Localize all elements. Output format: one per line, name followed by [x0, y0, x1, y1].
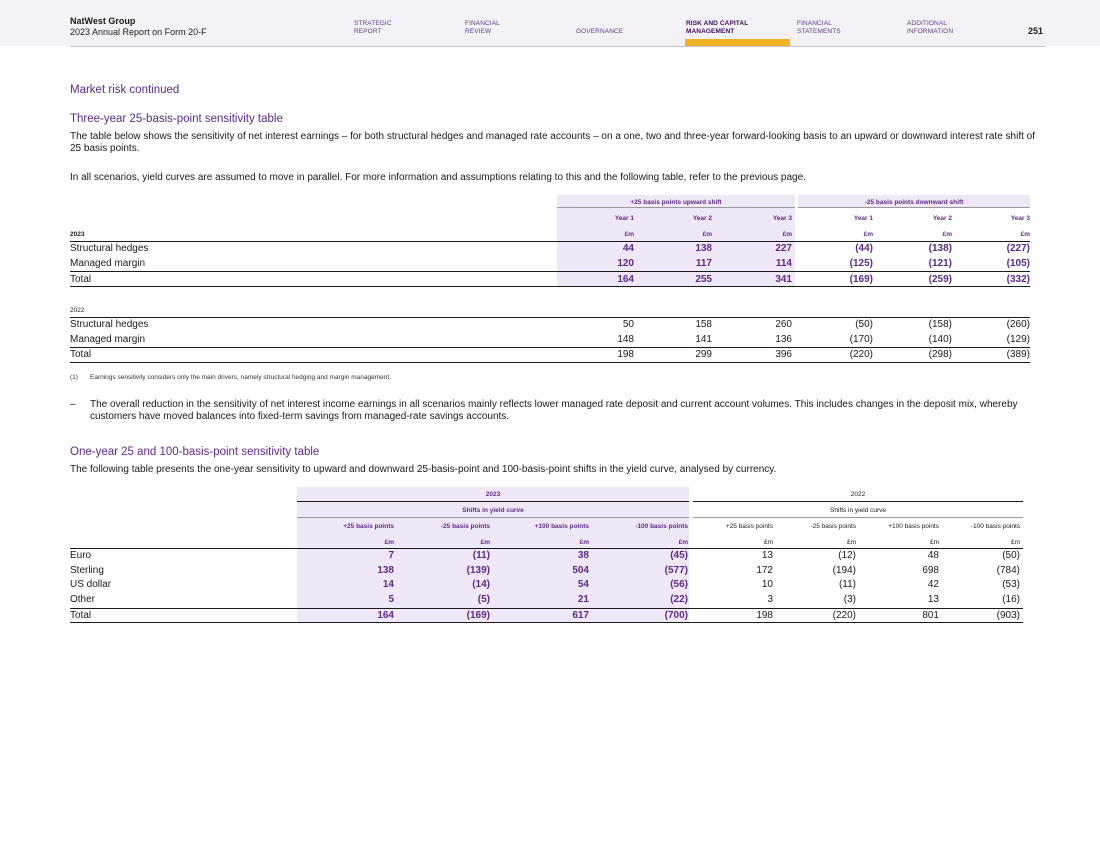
table1-group-rule — [798, 207, 1030, 208]
table1-col-unit: £m — [863, 231, 873, 238]
table1-year-2022: 2022 — [70, 307, 85, 314]
table-cell-value: (332) — [1006, 274, 1030, 285]
page-number: 251 — [1028, 26, 1044, 36]
table1-2022-total-rule — [70, 347, 1030, 348]
table-cell-value: 13 — [761, 550, 773, 561]
nav-financial-statements[interactable] — [797, 20, 841, 35]
table-cell-value: (5) — [477, 594, 490, 605]
table-cell-value: (139) — [466, 565, 490, 576]
table-row-label: Total — [70, 274, 92, 285]
table1-footnote — [70, 374, 391, 381]
table2-year-rule — [693, 501, 1023, 502]
table-cell-value: 504 — [572, 565, 589, 576]
table2-col-header: +25 basis points — [343, 523, 394, 530]
section-heading: Market risk continued — [70, 84, 180, 96]
table2-col-header: +100 basis points — [888, 523, 939, 530]
table-cell-value: 114 — [775, 258, 792, 269]
table2-title: One-year 25 and 100-basis-point sensitivity table — [70, 446, 320, 458]
table-cell-value: (105) — [1006, 258, 1030, 269]
table2-col-unit: £m — [846, 539, 856, 546]
table-cell-value: 7 — [388, 550, 394, 561]
table-cell-value: 164 — [617, 274, 634, 285]
table-cell-value: 54 — [577, 579, 589, 590]
table1-group-rule — [557, 207, 795, 208]
table-cell-value: (169) — [849, 274, 873, 285]
table2-intro: The following table presents the one-year sensitivity to upward and downward 25-basis-point and 100-basis-point shifts in the yield curve, analysed by currency. — [70, 464, 777, 475]
table-cell-value: 227 — [775, 243, 792, 254]
table-cell-value: (194) — [832, 565, 856, 576]
table2-total-rule — [70, 608, 1023, 609]
table1-note: In all scenarios, yield curves are assumed to move in parallel. For more information and assumptions relating to this and the following table, refer to the previous page. — [70, 172, 806, 183]
table-cell-value: (44) — [855, 243, 873, 254]
table-cell-value: 801 — [922, 610, 939, 621]
nav-additional-information[interactable] — [907, 20, 953, 35]
table-cell-value: (784) — [996, 565, 1020, 576]
table-row-label: US dollar — [70, 579, 112, 590]
table-row-label: Total — [70, 610, 92, 621]
table1-col-unit: £m — [624, 231, 634, 238]
nav-line: GOVERNANCE — [576, 27, 624, 35]
table2-col-header: -25 basis points — [810, 523, 856, 530]
table-cell-value: 198 — [756, 610, 773, 621]
table1-col-unit: £m — [782, 231, 792, 238]
table-cell-value: (53) — [1002, 579, 1020, 590]
table-cell-value: 141 — [695, 334, 712, 345]
table1-header-rule — [70, 241, 1030, 242]
nav-line: STATEMENTS — [797, 27, 841, 35]
table-cell-value: (50) — [1002, 550, 1020, 561]
table-row-label: Other — [70, 594, 96, 605]
table2-col-header: -100 basis points — [970, 523, 1020, 530]
active-nav-indicator — [685, 39, 790, 46]
table-cell-value: 341 — [775, 274, 792, 285]
table-row-label: Structural hedges — [70, 243, 149, 254]
table1-col-year: Year 1 — [614, 215, 634, 222]
bullet-text: The overall reduction in the sensitivity of net interest income earnings in all scenarios mainly reflects lower managed rate deposit and current account volumes. This includes changes in the deposit mix, whereby customers have moved balances into fixed-term savings from managed-rate savings accounts. — [90, 399, 1018, 422]
table-cell-value: (298) — [928, 349, 952, 360]
table-cell-value: (140) — [928, 334, 952, 345]
nav-strategic-report[interactable] — [354, 20, 392, 35]
table-cell-value: (121) — [928, 258, 952, 269]
table-cell-value: (158) — [928, 319, 952, 330]
table2-header-rule — [70, 548, 1023, 549]
table-cell-value: 117 — [695, 258, 712, 269]
nav-line: ADDITIONAL — [907, 20, 948, 27]
table-cell-value: (56) — [670, 579, 688, 590]
table-row-label: Managed margin — [70, 258, 146, 269]
table-cell-value: (170) — [849, 334, 873, 345]
table-cell-value: (138) — [928, 243, 952, 254]
table2-year-2023: 2023 — [485, 491, 501, 498]
table2-year-rule — [297, 501, 689, 502]
table-row-label: Total — [70, 349, 92, 360]
nav-line: FINANCIAL — [465, 20, 500, 27]
table-cell-value: 38 — [577, 550, 589, 561]
table-cell-value: 10 — [761, 579, 773, 590]
table2-col-unit: £m — [579, 539, 589, 546]
table2-shifts-2023: Shifts in yield curve — [462, 507, 524, 514]
table-cell-value: (260) — [1006, 319, 1030, 330]
table-row-label: Managed margin — [70, 334, 146, 345]
table1-col-unit: £m — [702, 231, 712, 238]
table1-total-rule — [70, 271, 1030, 272]
table1-col-unit: £m — [942, 231, 952, 238]
table-cell-value: (389) — [1006, 349, 1030, 360]
table-cell-value: 172 — [756, 565, 773, 576]
table1-year-2023: 2023 — [70, 231, 85, 238]
table-cell-value: (50) — [855, 319, 873, 330]
table-cell-value: 120 — [617, 258, 634, 269]
table-cell-value: (11) — [472, 550, 490, 561]
bullet-dash: – — [70, 399, 76, 410]
table-row-label: Structural hedges — [70, 319, 149, 330]
table-cell-value: (220) — [849, 349, 873, 360]
nav-line: INFORMATION — [907, 27, 954, 35]
table-cell-value: 617 — [572, 610, 589, 621]
table-cell-value: 14 — [382, 579, 394, 590]
table-cell-value: 164 — [377, 610, 394, 621]
table-cell-value: 698 — [922, 565, 939, 576]
table-cell-value: 396 — [775, 349, 792, 360]
footnote-number: (1) — [70, 374, 78, 381]
nav-line: FINANCIAL — [797, 20, 832, 27]
nav-line: MANAGEMENT — [686, 27, 735, 35]
table-cell-value: 3 — [767, 594, 773, 605]
nav-financial-review[interactable] — [465, 20, 500, 35]
table-cell-value: (227) — [1006, 243, 1030, 254]
table2-col-header: -25 basis points — [440, 523, 490, 530]
table-cell-value: (903) — [996, 610, 1020, 621]
table2-bottom-rule — [70, 622, 1023, 623]
table-cell-value: 260 — [775, 319, 792, 330]
table-cell-value: 138 — [377, 565, 394, 576]
nav-governance[interactable] — [576, 28, 623, 36]
table-cell-value: (22) — [670, 594, 688, 605]
table1-group-up: +25 basis points upward shift — [630, 199, 722, 206]
table-cell-value: 158 — [695, 319, 712, 330]
table-cell-value: (45) — [670, 550, 688, 561]
table1-group-down: -25 basis points downward shift — [864, 199, 964, 206]
table-cell-value: (220) — [832, 610, 856, 621]
table-cell-value: (16) — [1002, 594, 1020, 605]
table1-col-year: Year 1 — [853, 215, 873, 222]
table1-col-unit: £m — [1020, 231, 1030, 238]
report-subtitle: 2023 Annual Report on Form 20-F — [70, 27, 207, 37]
company-name: NatWest Group — [70, 16, 136, 26]
table-cell-value: (14) — [472, 579, 490, 590]
table-cell-value: (129) — [1006, 334, 1030, 345]
table2-col-unit: £m — [480, 539, 490, 546]
table2-col-header: +100 basis points — [534, 523, 589, 530]
table-cell-value: (125) — [849, 258, 873, 269]
table-cell-value: (12) — [838, 550, 856, 561]
table1-col-year: Year 3 — [772, 215, 792, 222]
table-cell-value: 21 — [577, 594, 589, 605]
table-cell-value: 13 — [927, 594, 939, 605]
table-cell-value: (700) — [664, 610, 688, 621]
table2-col-unit: £m — [384, 539, 394, 546]
nav-line: STRATEGIC — [354, 20, 392, 27]
table2-shifts-rule — [693, 517, 1023, 518]
table2-col-header: +25 basis points — [725, 523, 773, 530]
table-cell-value: (259) — [928, 274, 952, 285]
header-divider — [70, 46, 1045, 47]
table-cell-value: 44 — [622, 243, 634, 254]
table1-2022-bottom-rule — [70, 362, 1030, 363]
table2-shifts-rule — [297, 517, 689, 518]
table1-bottom-rule — [70, 286, 1030, 287]
table-cell-value: 136 — [775, 334, 792, 345]
footnote-text: Earnings sensitivity considers only the main drivers, namely structural hedging and margin management. — [90, 374, 391, 381]
table-cell-value: 148 — [617, 334, 634, 345]
table2-shifts-2022: Shifts in yield curve — [830, 507, 886, 514]
table-cell-value: 5 — [388, 594, 394, 605]
table1-col-year: Year 3 — [1010, 215, 1030, 222]
brand — [70, 16, 207, 38]
table-cell-value: 50 — [622, 319, 634, 330]
table1-col-year: Year 2 — [692, 215, 712, 222]
nav-line: REPORT — [354, 27, 382, 35]
table-row-label: Euro — [70, 550, 92, 561]
table-cell-value: (11) — [838, 579, 856, 590]
table-cell-value: 299 — [695, 349, 712, 360]
table-cell-value: 255 — [695, 274, 712, 285]
table1-col-year: Year 2 — [932, 215, 952, 222]
nav-line: RISK AND CAPITAL — [686, 20, 749, 27]
table2-year-2022: 2022 — [850, 491, 866, 498]
table2-col-header: -100 basis points — [635, 523, 688, 530]
table2-col-unit: £m — [763, 539, 773, 546]
table1-intro: The table below shows the sensitivity of net interest earnings – for both structural hedges and managed rate accounts – on a one, two and three-year forward-looking basis to an upward or downward interest rate shift of 25 basis points. — [70, 131, 1035, 154]
table1-2022-rule — [70, 317, 1030, 318]
table2-col-unit: £m — [929, 539, 939, 546]
table-cell-value: 42 — [927, 579, 939, 590]
nav-risk-capital-management[interactable] — [686, 20, 748, 35]
table-cell-value: (577) — [664, 565, 688, 576]
table-cell-value: (169) — [466, 610, 490, 621]
table-row-label: Sterling — [70, 565, 104, 576]
table-cell-value: 138 — [695, 243, 712, 254]
table-cell-value: 198 — [617, 349, 634, 360]
table2-col-unit: £m — [678, 539, 688, 546]
table1-title: Three-year 25-basis-point sensitivity table — [70, 113, 283, 125]
table-cell-value: 48 — [927, 550, 939, 561]
table-cell-value: (3) — [843, 594, 856, 605]
nav-line: REVIEW — [465, 27, 492, 35]
table2-col-unit: £m — [1010, 539, 1020, 546]
